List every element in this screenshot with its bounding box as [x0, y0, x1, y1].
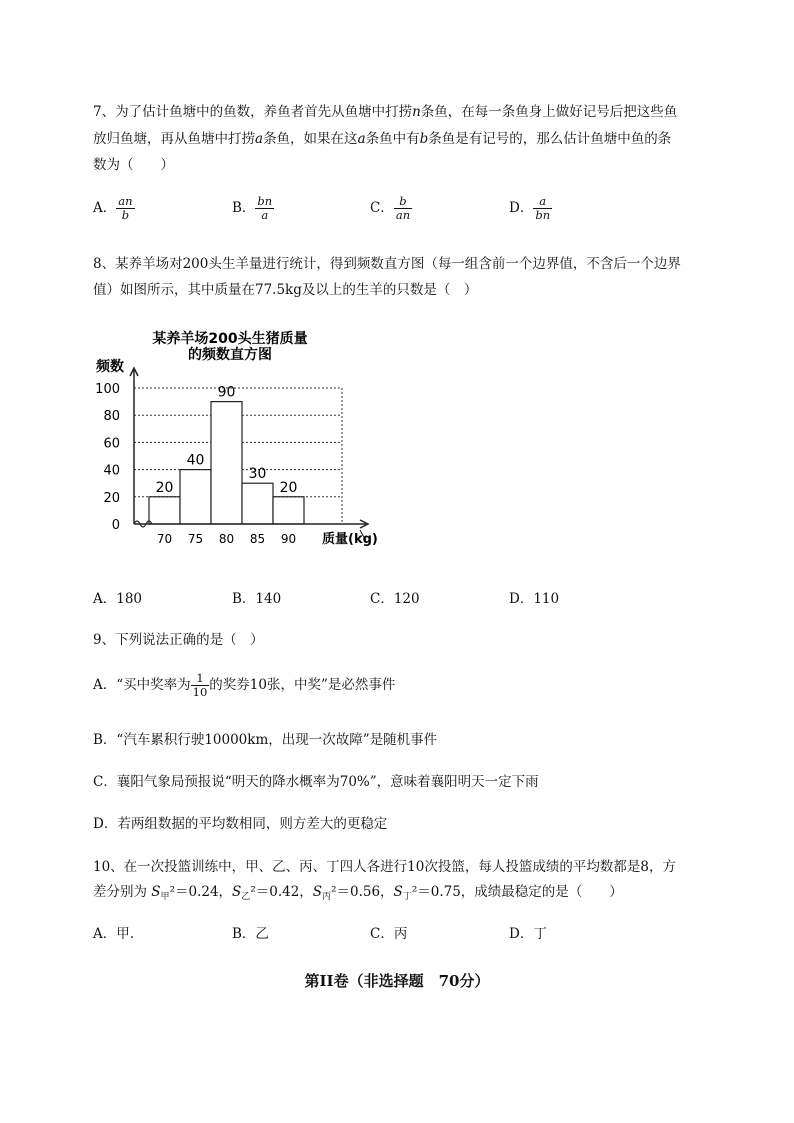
- x-ticks: [157, 532, 296, 546]
- y-tick-label: 20: [103, 490, 120, 506]
- fraction: [255, 195, 274, 222]
- var-s: S: [151, 884, 161, 900]
- q9-option-d[interactable]: D．若两组数据的平均数相同，则方差大的更稳定: [93, 816, 388, 832]
- fraction: [394, 195, 412, 222]
- variance-value: ²＝0.42，: [250, 884, 313, 900]
- fraction: [533, 195, 552, 222]
- chart-title-line: 某养羊场200头生猪质量: [152, 331, 308, 347]
- section-title: 第II卷（非选择题 70分）: [304, 972, 490, 990]
- var-n: n: [412, 104, 421, 120]
- q7-option-d[interactable]: [509, 195, 552, 222]
- var-s: S: [312, 884, 323, 900]
- q8-option-b[interactable]: B．140: [232, 591, 282, 607]
- subscript: 乙: [241, 892, 251, 902]
- subscript: 甲: [160, 892, 170, 902]
- q10-text: 差分别为: [93, 884, 147, 900]
- numerator: an: [118, 194, 133, 208]
- q7-text: 条鱼是有记号的，那么估计鱼塘中鱼的条: [428, 131, 672, 147]
- option-label: C．: [370, 200, 394, 216]
- x-tick-label: 80: [218, 532, 235, 546]
- numerator: b: [394, 195, 412, 209]
- x-axis-label: 质量(kg): [322, 532, 378, 547]
- fraction: [191, 672, 210, 699]
- q8-line-1: 8、某养羊场对200头生羊量进行统计，得到频数直方图（每一组含前一个边界值，不含后一个边界: [93, 256, 681, 272]
- bar: [149, 497, 180, 524]
- x-tick-label: 75: [187, 532, 204, 546]
- q10-option-d[interactable]: D．丁: [509, 926, 547, 942]
- denominator: 10: [192, 685, 208, 699]
- var-a: a: [357, 131, 366, 147]
- y-tick-label: 0: [111, 518, 120, 533]
- chart-title: [152, 330, 307, 363]
- y-tick-label: 100: [95, 382, 120, 397]
- var-b: b: [419, 131, 429, 147]
- q10-line-2: [93, 880, 623, 902]
- option-text: 的奖券10张，中奖”是必然事件: [209, 677, 396, 693]
- q8-option-c[interactable]: C．120: [370, 591, 420, 607]
- y-ticks: [95, 382, 120, 533]
- option-text: A．“买中奖率为: [93, 677, 191, 693]
- bar: [180, 470, 211, 524]
- denominator: b: [121, 208, 130, 222]
- q7-line-3: 数为（ ）: [93, 157, 174, 173]
- q10-option-b[interactable]: B．乙: [232, 926, 269, 942]
- q7-line-1: [93, 100, 677, 120]
- bar-value-label: 40: [186, 452, 205, 469]
- x-tick-label: 70: [156, 532, 173, 546]
- bar-value-label: 90: [217, 384, 236, 401]
- histogram-chart: [90, 322, 390, 552]
- q7-text: 条鱼中有: [365, 131, 420, 147]
- option-label: A．: [93, 200, 117, 216]
- option-label: B．: [232, 200, 256, 216]
- var-s: S: [232, 884, 242, 900]
- bars: [149, 385, 304, 524]
- y-axis-label: 频数: [96, 359, 124, 375]
- bar-value-label: 30: [248, 466, 267, 483]
- subscript: 丁: [402, 892, 412, 902]
- bar: [242, 483, 273, 524]
- q8-option-d[interactable]: D．110: [509, 591, 560, 607]
- q9-option-c[interactable]: C．襄阳气象局预报说“明天的降水概率为70%”，意味着襄阳明天一定下雨: [93, 774, 539, 790]
- denominator: a: [261, 208, 269, 222]
- q7-text: 7、为了估计鱼塘中的鱼数，养鱼者首先从鱼塘中打捞: [93, 104, 413, 120]
- q10-option-a[interactable]: A．甲.: [93, 926, 135, 942]
- q7-text: 条鱼，在每一条鱼身上做好记号后把这些鱼: [420, 104, 678, 120]
- var-s: S: [393, 884, 403, 900]
- y-tick-label: 60: [103, 436, 120, 452]
- q7-text: 放归鱼塘，再从鱼塘中打捞: [93, 131, 255, 147]
- var-a: a: [255, 131, 264, 147]
- q9-option-a[interactable]: [93, 672, 395, 699]
- q7-text: 条鱼，如果在这: [263, 131, 358, 147]
- numerator: a: [533, 195, 552, 209]
- chart-title-line: 的频数直方图: [188, 347, 272, 363]
- q7-option-a[interactable]: [93, 195, 135, 222]
- q8-line-2: 值）如图所示，其中质量在77.5kg及以上的生羊的只数是（ ）: [93, 282, 478, 298]
- y-tick-label: 80: [103, 409, 120, 425]
- option-label: D．: [509, 200, 534, 216]
- q8-option-a[interactable]: A．180: [93, 591, 143, 607]
- bar: [211, 402, 242, 524]
- q9-title: 9、下列说法正确的是（ ）: [93, 632, 264, 648]
- denominator: bn: [535, 208, 551, 222]
- numerator: 1: [191, 672, 210, 686]
- bar-value-label: 20: [155, 479, 174, 496]
- variance-value: ²＝0.24，: [169, 884, 233, 900]
- variance-value: ²＝0.75，成绩最稳定的是（ ）: [411, 884, 623, 900]
- fraction: [116, 195, 134, 222]
- subscript: 丙: [322, 892, 332, 902]
- q9-option-b[interactable]: B．“汽车累积行驶10000km，出现一次故障”是随机事件: [93, 732, 438, 748]
- q10-option-c[interactable]: C．丙: [370, 926, 408, 942]
- numerator: bn: [257, 194, 273, 208]
- x-tick-label: 90: [280, 532, 297, 546]
- x-tick-label: 85: [249, 532, 266, 546]
- q10-line-1: 10、在一次投篮训练中，甲、乙、丙、丁四人各进行10次投篮，每人投篮成绩的平均数都是8，方: [93, 859, 676, 875]
- q7-option-c[interactable]: [370, 195, 412, 222]
- bar-value-label: 20: [279, 479, 298, 496]
- q7-line-2: [93, 127, 671, 147]
- variance-value: ²＝0.56，: [331, 884, 394, 900]
- denominator: an: [395, 208, 411, 222]
- q7-option-b[interactable]: [232, 195, 274, 222]
- y-tick-label: 40: [103, 463, 120, 479]
- bar: [273, 497, 304, 524]
